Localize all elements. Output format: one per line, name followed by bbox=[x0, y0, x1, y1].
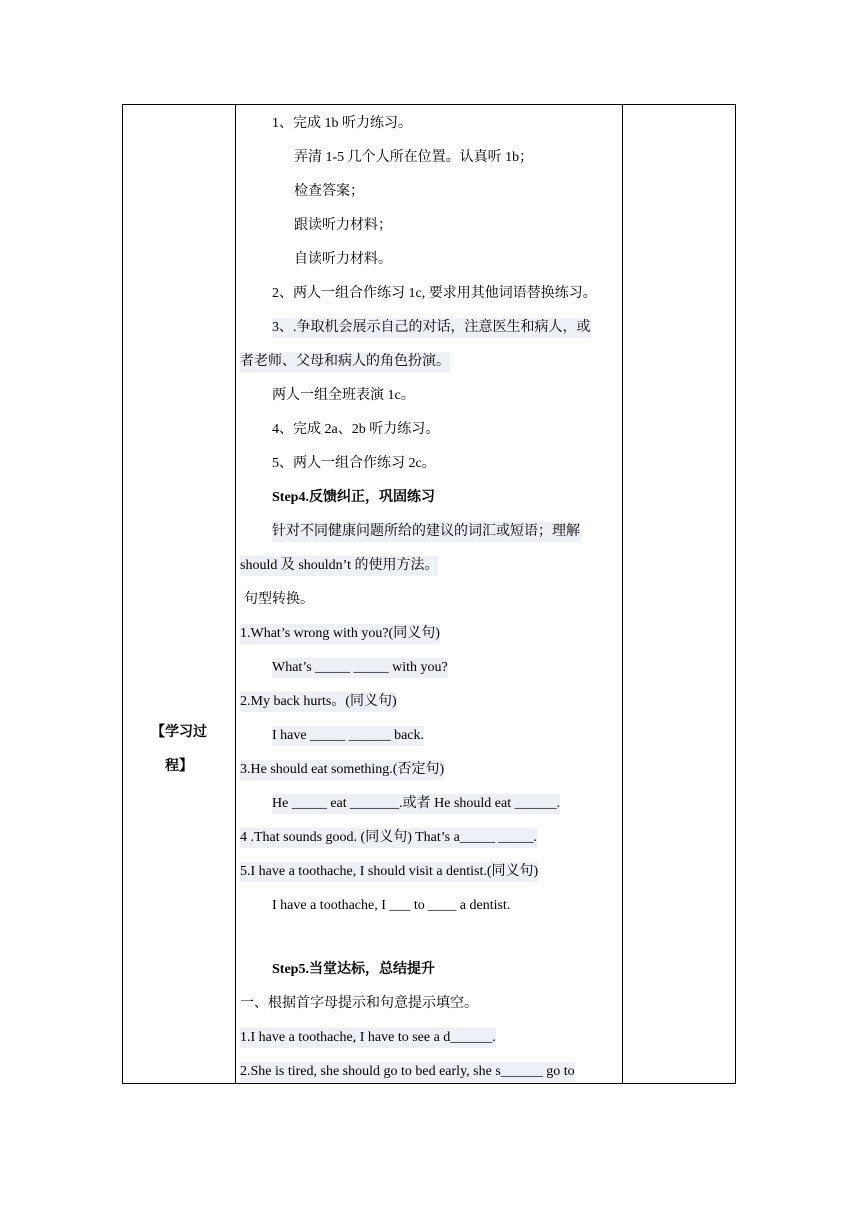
exercise-line: 2.My back hurts。(同义句) bbox=[240, 692, 397, 712]
text-line: 弄清 1-5 几个人所在位置。认真听 1b； bbox=[294, 150, 534, 165]
exercise-line: 5.I have a toothache, I should visit a dentist.(同义句) bbox=[240, 862, 538, 882]
exercise-line: 1.I have a toothache, I have to see a d______. bbox=[240, 1028, 496, 1048]
exercise-line: 3.He should eat something.(否定句) bbox=[240, 760, 444, 780]
text-line: 5、两人一组合作练习 2c。 bbox=[272, 456, 436, 471]
section-label bbox=[123, 715, 235, 783]
step-heading: Step5.当堂达标，总结提升 bbox=[272, 962, 435, 977]
text-line: 4、完成 2a、2b 听力练习。 bbox=[272, 422, 440, 437]
exercise-line: I have a toothache, I ___ to ____ a dentist. bbox=[272, 898, 511, 913]
text-line: 针对不同健康问题所给的建议的词汇或短语；理解 bbox=[272, 522, 580, 542]
exercise-line: What’s _____ _____ with you? bbox=[272, 658, 448, 678]
exercise-line: 1.What’s wrong with you?(同义句) bbox=[240, 624, 440, 644]
text-line: 者老师、父母和病人的角色扮演。 bbox=[240, 352, 450, 372]
text-line: 两人一组全班表演 1c。 bbox=[272, 388, 415, 403]
exercise-line: I have _____ ______ back. bbox=[272, 726, 424, 746]
exercise-line: He _____ eat _______.或者 He should eat ______. bbox=[272, 794, 560, 814]
section-label-line-1: 【学习过 bbox=[151, 724, 207, 740]
step-heading: Step4.反馈纠正，巩固练习 bbox=[272, 490, 435, 505]
text-line: 自读听力材料。 bbox=[294, 252, 392, 267]
exercise-line: 2.She is tired, she should go to bed early, she s______ go to bbox=[240, 1062, 575, 1082]
section-label-line-2: 程】 bbox=[165, 758, 193, 774]
exercise-line: 4 .That sounds good. (同义句) That’s a_____ _____. bbox=[240, 828, 537, 848]
text-line: 句型转换。 bbox=[244, 592, 314, 607]
text-line: 一、根据首字母提示和句意提示填空。 bbox=[240, 996, 478, 1011]
text-line: should 及 shouldn’t 的使用方法。 bbox=[240, 556, 438, 576]
text-line: 3、.争取机会展示自己的对话，注意医生和病人，或 bbox=[272, 318, 591, 338]
column-divider-right bbox=[622, 105, 623, 1083]
column-divider-left bbox=[235, 105, 236, 1083]
text-line: 2、两人一组合作练习 1c, 要求用其他词语替换练习。 bbox=[272, 286, 597, 301]
text-line: 检查答案； bbox=[294, 184, 364, 199]
text-line: 跟读听力材料； bbox=[294, 218, 392, 233]
lesson-table bbox=[122, 104, 736, 1084]
text-line: 1、完成 1b 听力练习。 bbox=[272, 116, 412, 131]
